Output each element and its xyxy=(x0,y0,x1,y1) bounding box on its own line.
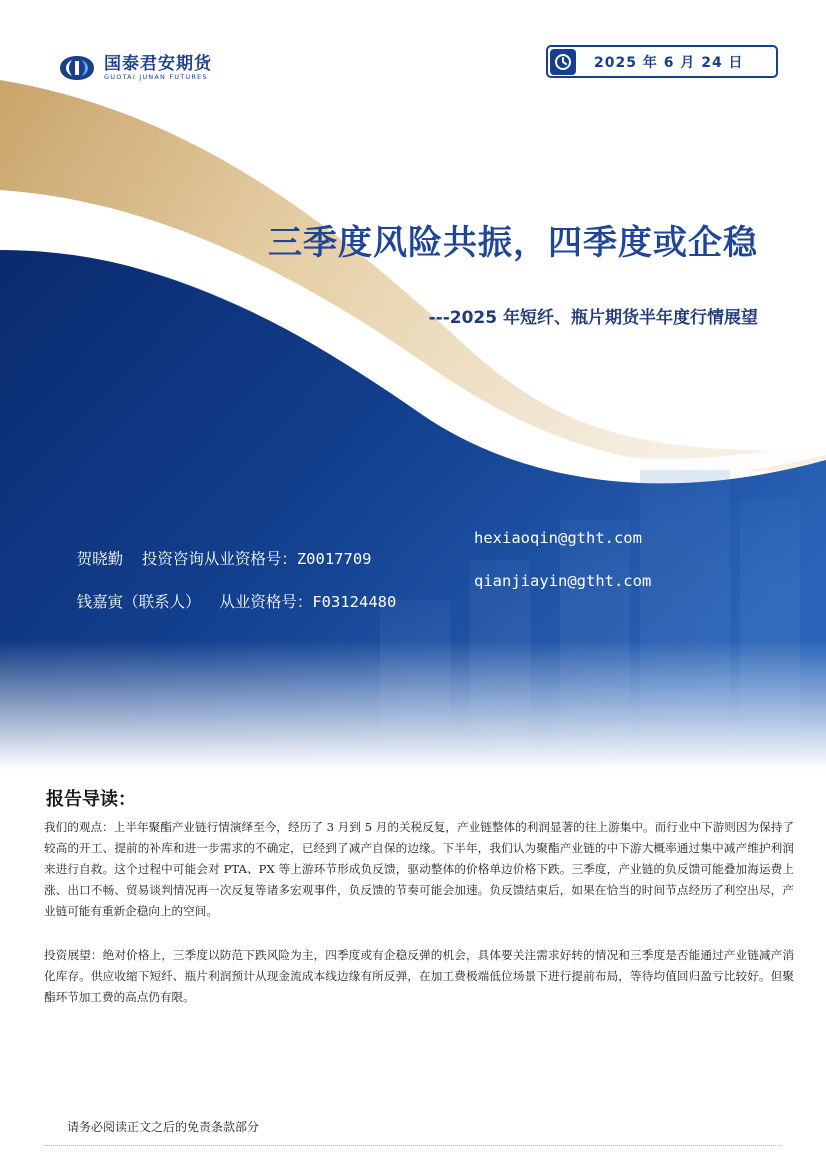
brand-name-en: GUOTAI JUNAN FUTURES xyxy=(104,72,208,81)
report-guide-heading: 报告导读： xyxy=(46,789,136,810)
footer-divider xyxy=(44,1145,782,1146)
disclaimer-note: 请务必阅读正文之后的免责条款部分 xyxy=(67,1120,260,1134)
report-subtitle: ---2025 年短纤、瓶片期货半年度行情展望 xyxy=(428,308,758,328)
report-date xyxy=(546,45,778,78)
date-text: 2025 年 6 月 24 日 xyxy=(594,54,744,71)
report-title: 三季度风险共振，四季度或企稳 xyxy=(268,223,758,263)
author-1-email[interactable]: hexiaoqin@gtht.com xyxy=(474,529,642,547)
clock-icon xyxy=(550,49,576,75)
author-2-info: 钱嘉寅（联系人） 从业资格号：F03124480 xyxy=(76,593,397,611)
outlook-paragraph: 投资展望：绝对价格上，三季度以防范下跌风险为主，四季度或有企稳反弹的机会，具体要关注需求好转的情况和三季度是否能通过产业链减产消化库存。供应收缩下短纤、瓶片利润预计从现金流成本线边缘有所反弹，在加工费极端低位场景下进行提前布局，等待均值回归盈亏比较好。但聚酯环节加工费的高点仍有限。 xyxy=(44,948,794,1004)
author-1-info: 贺晓勤 投资咨询从业资格号：Z0017709 xyxy=(76,550,372,568)
company-logo xyxy=(58,54,212,82)
viewpoint-paragraph: 我们的观点：上半年聚酯产业链行情演绎至今，经历了 3 月到 5 月的关税反复，产业链整体的利润显著的往上游集中。而行业中下游则因为保持了较高的开工、提前的补库和进一步需求的不确定，已经到了减产自保的边缘。下半年，我们认为聚酯产业链的中下游大概率通过集中减产维护利润来进行自救。这个过程中可能会对 PTA、PX 等上游环节形成负反馈，驱动整体的价格单边价格下跌。三季度，产业链的负反馈可能叠加海运费上涨、出口不畅、贸易谈判情况再一次反复等诸多宏观事件，负反馈的节奏可能会加速。负反馈结束后，如果在恰当的时间节点经历了利空出尽，产业链可能有重新企稳向上的空间。 xyxy=(44,820,794,918)
author-2-email[interactable]: qianjiayin@gtht.com xyxy=(474,572,652,590)
logo-mark-icon xyxy=(58,54,96,82)
author-2 xyxy=(58,572,652,630)
brand-name-cn: 国泰君安期货 xyxy=(104,53,212,74)
